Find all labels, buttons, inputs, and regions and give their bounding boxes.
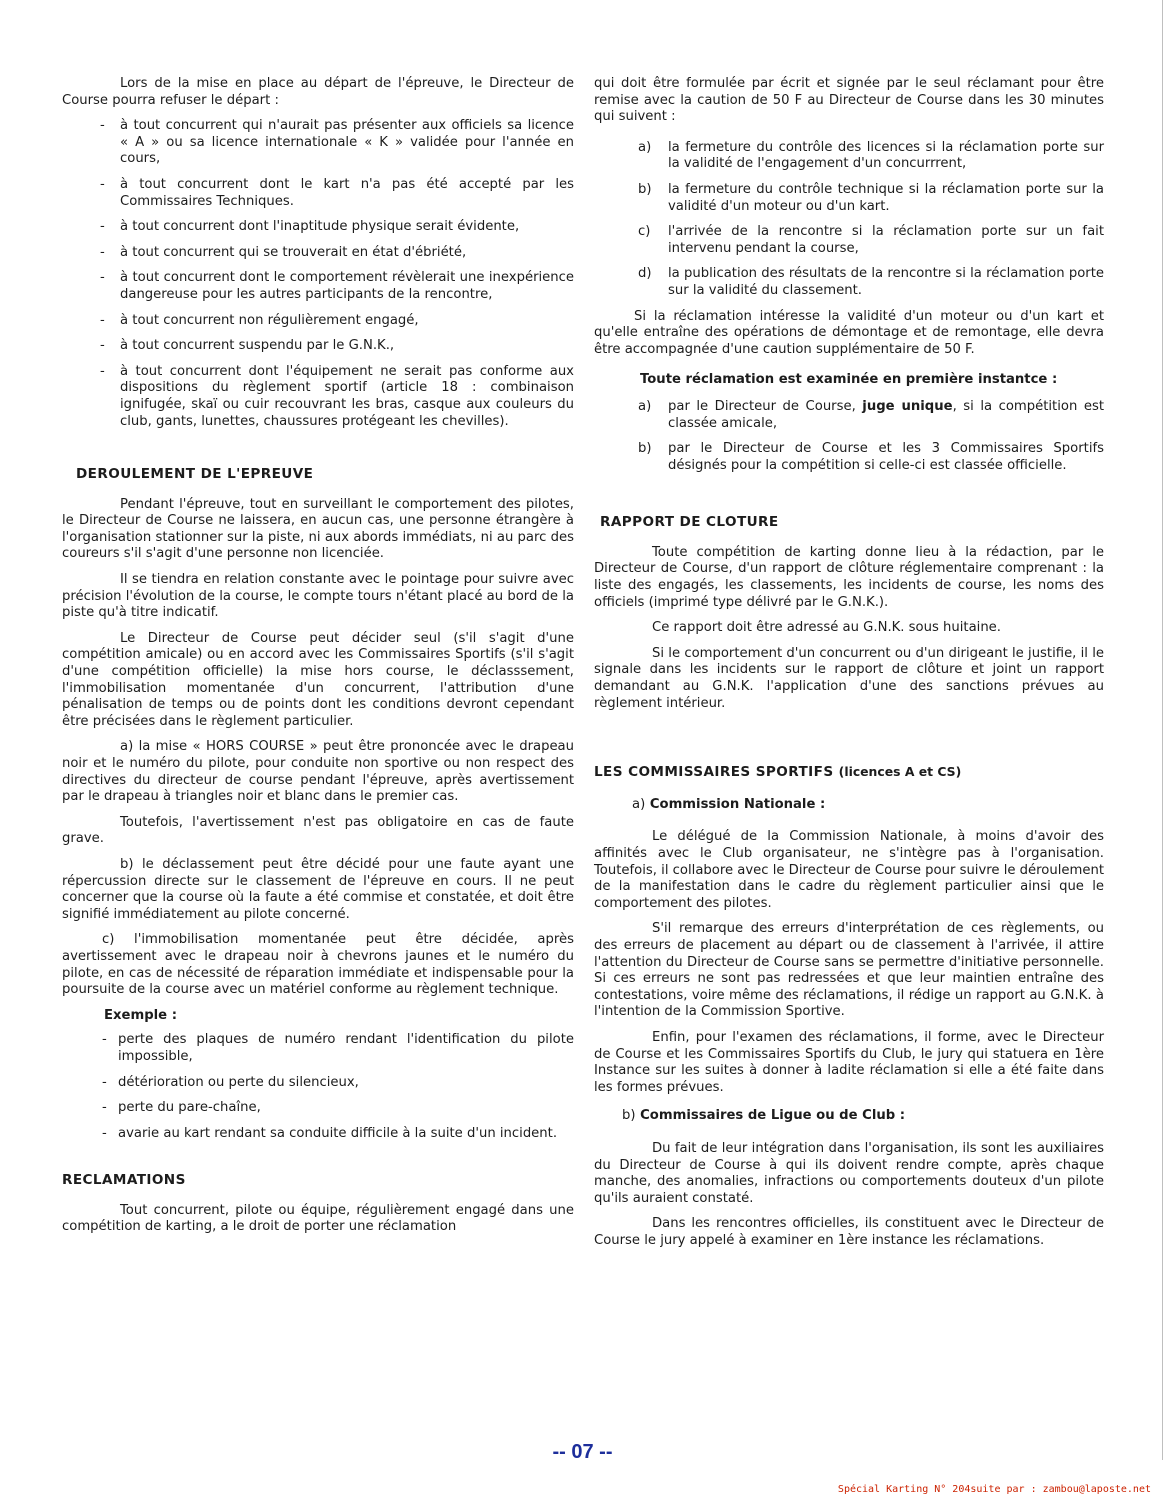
list-item: - à tout concurrent qui n'aurait pas présenter aux officiels sa licence « A » ou sa licence internationale « K » validée pour l'année en cours, xyxy=(96,118,574,168)
section-heading-reclamations: RECLAMATIONS xyxy=(62,1172,186,1189)
left-column xyxy=(62,76,574,1245)
sub-marker: a) xyxy=(632,796,646,812)
right-column xyxy=(594,76,1104,1258)
sub-label: Commission Nationale : xyxy=(649,796,826,812)
paragraph: a) la mise « HORS COURSE » peut être prononcée avec le drapeau noir et le numéro du pilote, pour conduite non sportive ou non respect des directives du directeur de course pendant l'épreuve, après avertissement par le drapeau à triangles noir et blanc dans le premier cas. xyxy=(62,739,574,805)
list-item xyxy=(638,182,1104,215)
list-item: - à tout concurrent non régulièrement engagé, xyxy=(96,313,574,330)
list-item: - perte des plaques de numéro rendant l'identification du pilote impossible, xyxy=(102,1032,574,1065)
paragraph: Il se tiendra en relation constante avec le pointage pour suivre avec précision l'évolution de la course, le compte tours n'étant placé au bord de la piste qu'à titre indicatif. xyxy=(62,572,574,621)
paragraph: b) le déclassement peut être décidé pour une faute ayant une répercussion directe sur le classement de l'épreuve en cours. Il ne peut concerner que la course où la faute a été commise et constatée, et doit être signifié immédiatement au pilote concerné. xyxy=(62,856,574,922)
paragraph: Toutefois, l'avertissement n'est pas obligatoire en cas de faute grave. xyxy=(62,814,574,847)
examen-list xyxy=(594,399,1104,474)
list-text: l'arrivée de la rencontre si la réclamation porte sur un fait intervenu pendant la course, xyxy=(668,224,1104,256)
section-heading-rapport: RAPPORT DE CLOTURE xyxy=(600,514,779,531)
subheading-commissaires-ligue xyxy=(594,1108,1104,1125)
intro-paragraph: Lors de la mise en place au départ de l'épreuve, le Directeur de Course pourra refuser le départ : xyxy=(62,76,574,108)
list-item: - détérioration ou perte du silencieux, xyxy=(102,1075,574,1092)
paragraph: qui doit être formulée par écrit et signée par le seul réclamant pour être remise avec la caution de 50 F au Directeur de Course dans les 30 minutes qui suivent : xyxy=(594,76,1104,125)
list-marker: d) xyxy=(638,266,652,282)
exemple-label: Exemple : xyxy=(104,1007,177,1023)
paragraph: Si le comportement d'un concurrent ou d'un dirigeant le justifie, il le signale dans les incidents sur le rapport de clôture et joint un rapport demandant au G.N.K. l'application d'une des sanctions prévues au règlement intérieur. xyxy=(594,645,1104,711)
paragraph: Le Directeur de Course peut décider seul (s'il s'agit d'une compétition amicale) ou en accord avec les Commissaires Sportifs (s'il s'agit d'une compétition officielle) la mise hors course, le déclasssement, l'immobilisation momentanée d'un concurrent, l'attribution d'une pénalisation de temps ou de points dont les conditions devront cependant être précisées dans le règlement particulier. xyxy=(62,630,574,729)
paragraph: S'il remarque des erreurs d'interprétation de ces règlements, ou des erreurs de placement au départ ou de classement à l'arrivée, il attire l'attention du Directeur de Course sans se permettre d'initiative personnelle. Si ces erreurs ne sont pas redressées et que leur maintien entraîne des contestations, voire même des réclamations, il rédige un rapport au G.N.K. à l'intention de la Commission Sportive. xyxy=(594,921,1104,1020)
sub-label: Commissaires de Ligue ou de Club : xyxy=(640,1108,906,1124)
paragraph: Si la réclamation intéresse la validité d'un moteur ou d'un kart et qu'elle entraîne des opérations de démontage et de remontage, elle devra être accompagnée d'une caution supplémentaire de 50 F. xyxy=(594,308,1104,357)
list-item: - à tout concurrent suspendu par le G.N.K., xyxy=(96,338,574,355)
heading-note: (licences A et CS) xyxy=(838,764,962,780)
list-marker: a) xyxy=(638,398,652,414)
list-marker: c) xyxy=(638,224,651,240)
paragraph: Dans les rencontres officielles, ils constituent avec le Directeur de Course le jury appelé à examiner en 1ère instance les réclamations. xyxy=(594,1216,1104,1248)
list-item: - avarie au kart rendant sa conduite difficile à la suite d'un incident. xyxy=(102,1126,574,1143)
list-text: , si la compétition est classée amicale, xyxy=(668,398,1104,431)
refusal-list xyxy=(62,118,574,430)
list-item xyxy=(638,266,1104,299)
paragraph: Enfin, pour l'examen des réclamations, il forme, avec le Directeur de Course et les Commissaires Sportifs du Club, le jury qui statuera en 1ère Instance sur les suites à donner à ladite réclamation si elle a été faite dans les formes prévues. xyxy=(594,1029,1104,1095)
paragraph: Toute compétition de karting donne lieu à la rédaction, par le Directeur de Course, d'un rapport de clôture réglementaire comprenant : la liste des engagés, les classements, les incidents de course, les noms des officiels (imprimé type délivré par le G.N.K.). xyxy=(594,544,1104,610)
paragraph: Ce rapport doit être adressé au G.N.K. sous huitaine. xyxy=(652,620,1001,636)
list-item: - perte du pare-chaîne, xyxy=(102,1100,574,1117)
paragraph: Le délégué de la Commission Nationale, à moins d'avoir des affinités avec le Club organisateur, ne s'intègre pas à l'organisation. Toutefois, il collabore avec le Directeur de Course pour suivre le déroulement de la manifestation dans le cadre du règlement particulier ainsi que le comportement des pilotes. xyxy=(594,829,1104,911)
list-item: - à tout concurrent qui se trouverait en état d'ébriété, xyxy=(96,245,574,262)
emphasis-juge-unique: juge unique xyxy=(862,398,953,414)
section-heading-deroulement: DEROULEMENT DE L'EPREUVE xyxy=(76,466,314,483)
paragraph: Du fait de leur intégration dans l'organisation, ils sont les auxiliaires du Directeur de Course à qui ils doivent rendre compte, après chaque manche, des anomalies, infractions ou comportements douteux d'un pilote qu'ils auraient constaté. xyxy=(594,1140,1104,1206)
list-text: la publication des résultats de la rencontre si la réclamation porte sur la validité du classement. xyxy=(668,266,1104,298)
exemple-list xyxy=(62,1032,574,1142)
paragraph: Pendant l'épreuve, tout en surveillant le comportement des pilotes, le Directeur de Course ne laissera, en aucun cas, une personne étrangère à l'organisation stationner sur la piste, ni aux abords immédiats, ni au parc des coureurs s'il s'agit d'une personne non licenciée. xyxy=(62,496,574,562)
paragraph: c) l'immobilisation momentanée peut être décidée, après avertissement avec le drapeau noir à chevrons jaunes et le numéro du pilote, en cas de nécessité de réparation immédiate et indispensable pour la poursuite de la course avec un matériel conforme au règlement technique. xyxy=(62,932,574,998)
list-item xyxy=(638,140,1104,173)
list-text: la fermeture du contrôle technique si la réclamation porte sur la validité d'un moteur ou d'un kart. xyxy=(668,181,1104,214)
list-marker: b) xyxy=(638,441,652,457)
heading-text: LES COMMISSAIRES SPORTIFS xyxy=(594,764,834,781)
list-item: - à tout concurrent dont le comportement révèlerait une inexpérience dangereuse pour les autres participants de la rencontre, xyxy=(96,270,574,303)
list-item xyxy=(638,224,1104,257)
sub-marker: b) xyxy=(622,1108,636,1124)
scan-credit: Spécial Karting N° 204suite par : zambou@laposte.net xyxy=(837,1484,1151,1495)
page-frame-edge xyxy=(1162,0,1163,1460)
list-text: par le Directeur de Course et les 3 Commissaires Sportifs désignés pour la compétition si celle-ci est classée officielle. xyxy=(668,441,1104,473)
paragraph: Tout concurrent, pilote ou équipe, régulièrement engagé dans une compétition de karting, a le droit de porter une réclamation xyxy=(62,1202,574,1235)
subheading-commission-nationale xyxy=(594,797,1104,814)
deadline-list xyxy=(594,140,1104,300)
examen-label: Toute réclamation est examinée en première instantce : xyxy=(640,372,1058,388)
list-marker: a) xyxy=(638,139,652,155)
list-item: - à tout concurrent dont le kart n'a pas été accepté par les Commissaires Techniques. xyxy=(96,177,574,210)
page-number: -- 07 -- xyxy=(552,1441,613,1463)
list-item xyxy=(638,399,1104,432)
section-heading-commissaires xyxy=(594,764,1104,781)
list-item xyxy=(638,441,1104,474)
list-item: - à tout concurrent dont l'inaptitude physique serait évidente, xyxy=(96,219,574,236)
list-text: par le Directeur de Course, xyxy=(668,398,863,414)
list-marker: b) xyxy=(638,181,652,197)
list-text: la fermeture du contrôle des licences si la réclamation porte sur la validité de l'engagement d'un concurrrent, xyxy=(668,139,1104,172)
list-item: - à tout concurrent dont l'équipement ne serait pas conforme aux dispositions du règlement sportif (article 18 : combinaison ignifugée, skaï ou cuir recouvrant les bras, casque aux couleurs du club, gants, lunettes, chaussures protégeant les chevilles). xyxy=(96,364,574,430)
